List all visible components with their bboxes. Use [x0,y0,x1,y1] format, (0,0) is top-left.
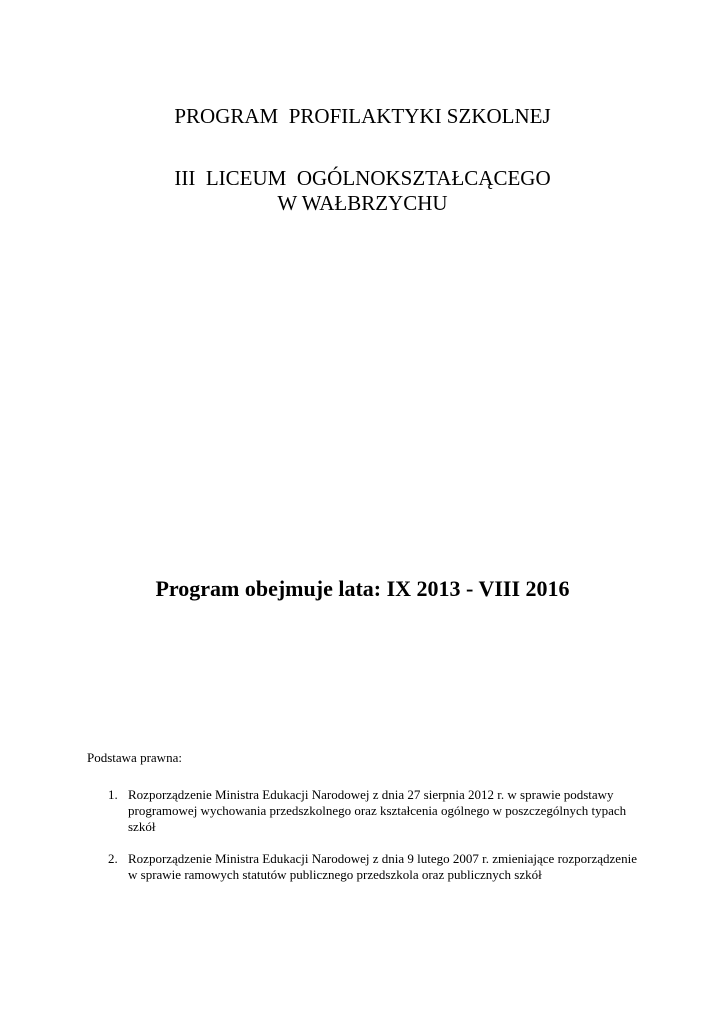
school-name [0,166,725,216]
document-title [0,104,725,129]
legal-item-text: Rozporządzenie Ministra Edukacji Narodowej z dnia 9 lutego 2007 r. zmieniające rozporządzenie w sprawie ramowych statutów publicznego przedszkola oraz publicznych szkół [128,851,637,882]
title-line-3: W WAŁBRZYCHU [277,191,448,215]
legal-item-text: Rozporządzenie Ministra Edukacji Narodowej z dnia 27 sierpnia 2012 r. w sprawie podstawy programowej wychowania przedszkolnego oraz kształcenia ogólnego w poszczególnych typach szkół [128,787,627,834]
legal-basis-item [108,787,638,835]
legal-basis-label: Podstawa prawna: [87,750,182,765]
legal-basis-list [108,787,638,899]
program-period: Program obejmuje lata: IX 2013 - VIII 2016 [155,576,570,601]
legal-item-number: 1. [108,787,118,802]
title-line-2: III LICEUM OGÓLNOKSZTAŁCĄCEGO [174,166,551,190]
title-line-1: PROGRAM PROFILAKTYKI SZKOLNEJ [174,104,551,128]
legal-basis-item [108,851,638,883]
legal-item-number: 2. [108,851,118,866]
